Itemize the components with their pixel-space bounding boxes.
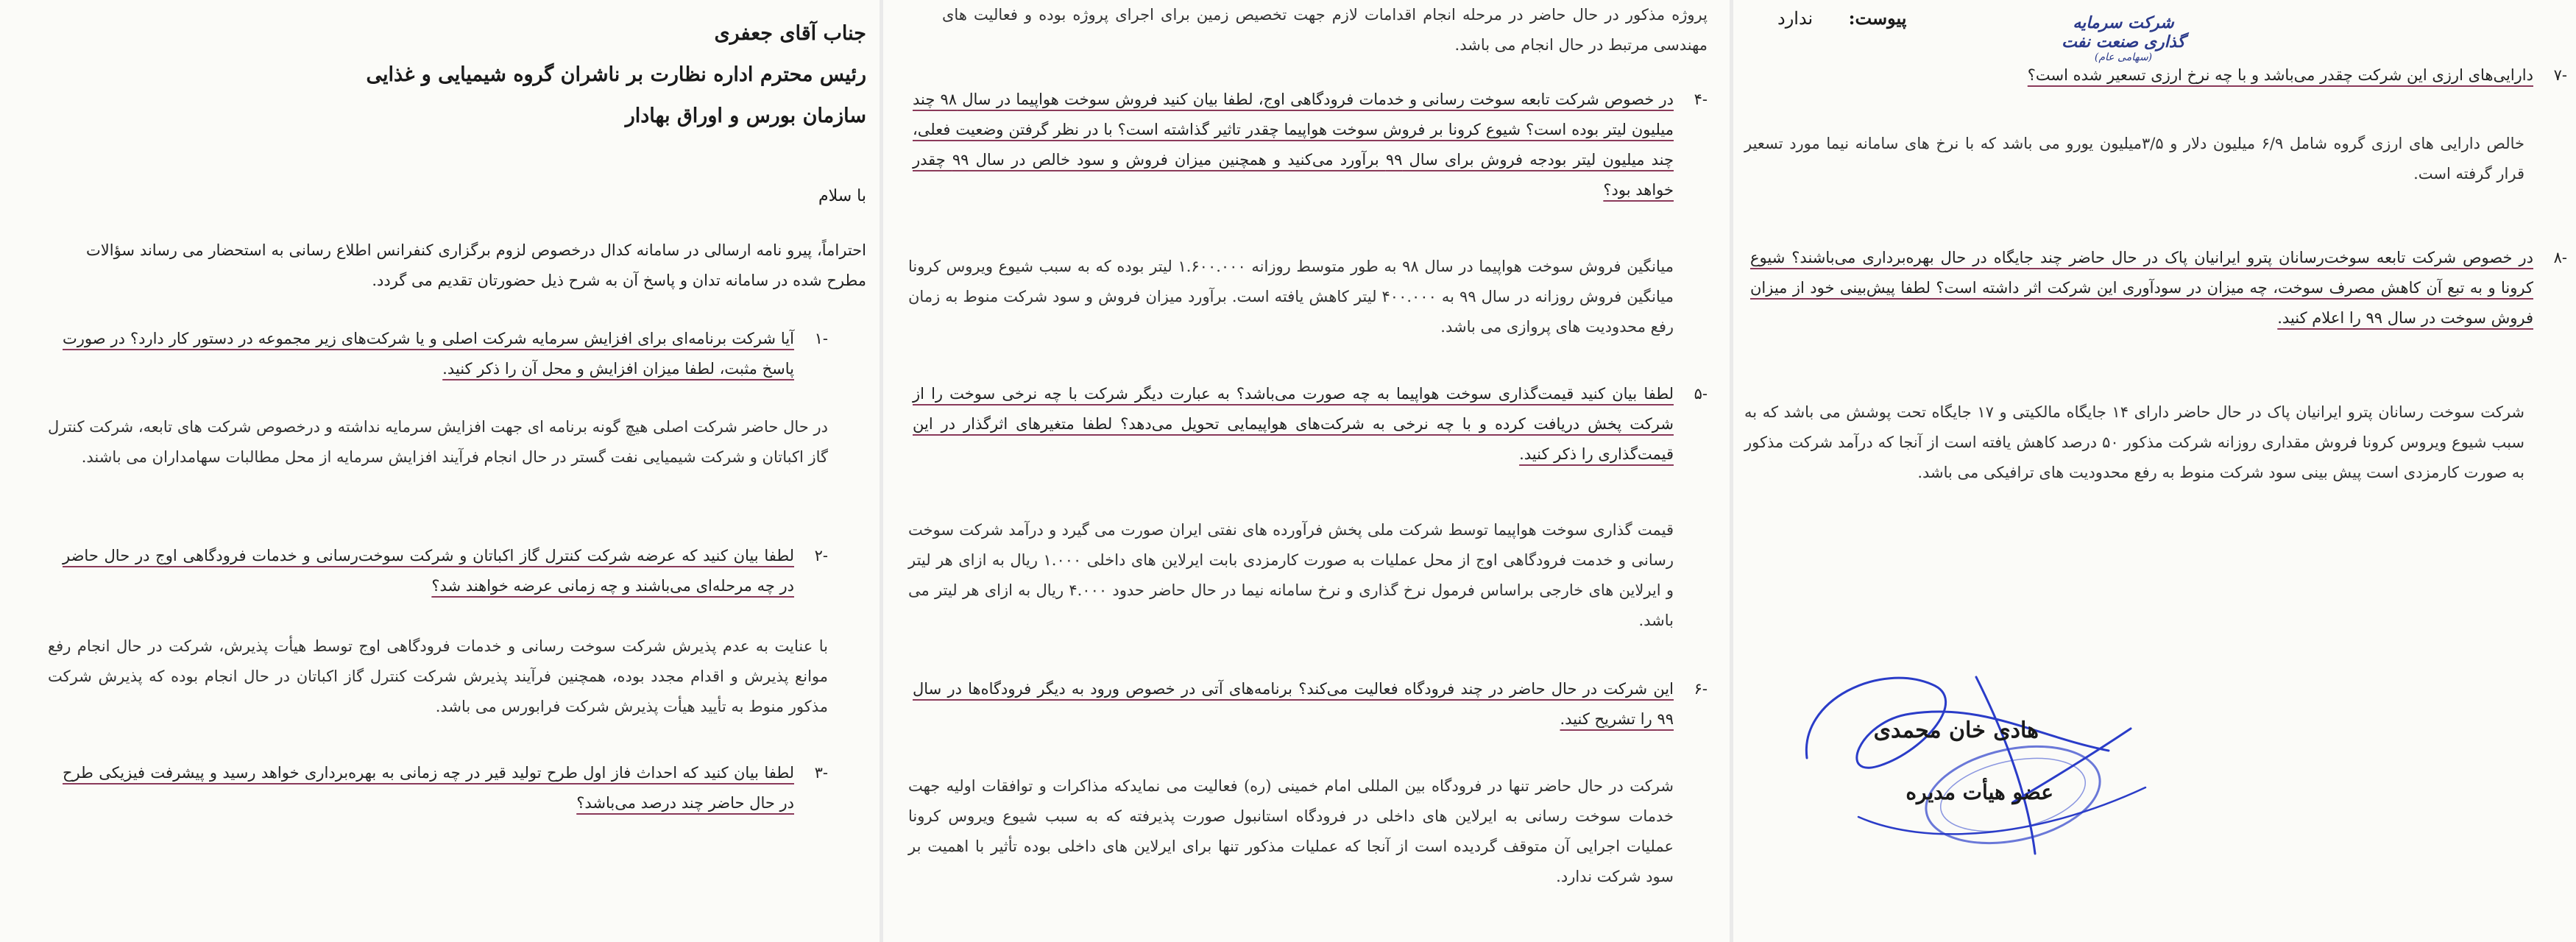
attachment-field <box>1777 7 1906 29</box>
question-text: در خصوص شرکت تابعه سوخت رسانی و خدمات فرودگاهی اوج، لطفا بیان کنید فروش سوخت هواپیما در سال ۹۸ چند میلیون لیتر بوده است؟ شیوع کرونا بر فروش سوخت هواپیما چقدر تاثیر گذاشته است؟ با در نظر گرفتن وضعیت فعلی، چند میلیون لیتر بودجه فروش برای سال ۹۹ برآورد می‌کنید و همچنین میزان فروش و سود خالص در سال ۹۹ چقدر خواهد بود؟ <box>913 91 1674 199</box>
logo-name: شرکت سرمایه گذاری صنعت نفت <box>2062 13 2185 52</box>
signatory-title: عضو هیأت مدیره <box>1906 780 2053 804</box>
answer-1: در حال حاضر شرکت اصلی هیچ گونه برنامه ای جهت افزایش سرمایه نداشته و درخصوص شرکت های تابعه، شرکت کنترل گاز اکباتان و شرکت شیمیایی نفت گستر در حال انجام فرآیند افزایش سرمایه از محل مطالبات سهامداران می باشند. <box>48 418 828 466</box>
question-6 <box>913 674 1708 734</box>
question-text: در خصوص شرکت تابعه سوخت‌رسانان پترو ایرانیان پاک در حال حاضر چند جایگاه در حال بهره‌برداری می‌باشند؟ شیوع کرونا و به تبع آن کاهش مصرف سوخت، چه میزان در سودآوری این شرکت اثر داشته است؟ لطفا پیش‌بینی خود از میزان فروش سوخت در سال ۹۹ را اعلام کنید. <box>1750 249 2533 327</box>
letter-page-2 <box>883 0 1730 942</box>
question-7 <box>1750 60 2567 91</box>
answer-3: پروژه مذکور در حال حاضر در مرحله انجام اقدامات لازم جهت تخصیص زمین برای اجرای پروژه بوده و فعالیت های مهندسی مرتبط در حال انجام می باشد. <box>942 6 1708 54</box>
signature-stroke <box>1806 677 2131 854</box>
signature-stamp-graphic <box>1792 633 2175 883</box>
question-number: -۱ <box>814 330 828 347</box>
intro-paragraph: احتراماً، پیرو نامه ارسالی در سامانه کدال درخصوص لزوم برگزاری کنفرانس اطلاع رسانی به استحضار می رساند سؤالات مطرح شده در سامانه تدان و پاسخ آن به شرح ذیل حضورتان تقدیم می گردد. <box>86 241 866 289</box>
attachment-label: پیوست: <box>1848 7 1907 29</box>
addressee-line: جناب آقای جعفری <box>714 22 866 45</box>
question-number: -۶ <box>1694 680 1708 698</box>
attachment-value: ندارد <box>1777 8 1814 29</box>
question-5 <box>913 379 1708 470</box>
question-number: -۷ <box>2553 66 2567 84</box>
answer-2: با عنایت به عدم پذیرش شرکت سوخت رسانی و خدمات فرودگاهی اوج توسط هیأت پذیرش، شرکت در حال انجام رفع موانع پذیرش و اقدام مجدد بوده، همچنین فرآیند پذیرش شرکت کنترل گاز اکباتان در حال انجام بوده که پذیرش شرکت مذکور منوط به تأیید هیأت پذیرش شرکت فرابورس می باشد. <box>48 637 828 715</box>
logo-subtitle: (سهامی عام) <box>2094 52 2153 63</box>
question-number: -۳ <box>814 764 828 782</box>
question-text: دارایی‌های ارزی این شرکت چقدر می‌باشد و با چه نرخ ارزی تسعیر شده است؟ <box>2027 66 2533 84</box>
signatory-name: هادی خان محمدی <box>1873 718 2039 743</box>
company-logo <box>2057 13 2190 63</box>
addressee-line: رئیس محترم اداره نظارت بر ناشران گروه شیمیایی و غذایی <box>366 63 866 86</box>
question-number: -۲ <box>814 547 828 564</box>
salutation: با سلام <box>818 187 866 205</box>
letter-page-3 <box>1733 0 2576 942</box>
answer-5: قیمت گذاری سوخت هواپیما توسط شرکت ملی پخش فرآورده های نفتی ایران صورت می گیرد و درآمد شرکت سوخت رسانی و خدمت فرودگاهی اوج از محل عملیات به صورت کارمزدی بابت ایرلاین های داخلی ۱.۰۰۰ ریال به ازای هر لیتر و ایرلاین های خارجی براساس فرمول نرخ گذاری و نرخ سامانه نیما در حال حاضر حدود ۴.۰۰۰ ریال به ازای هر لیتر می باشد. <box>908 521 1674 629</box>
question-text: لطفا بیان کنید که عرضه شرکت کنترل گاز اکباتان و شرکت سوخت‌رسانی و خدمات فرودگاهی اوج در حال حاضر در چه مرحله‌ای می‌باشند و چه زمانی عرضه خواهند شد؟ <box>63 547 794 595</box>
question-number: -۵ <box>1694 385 1708 403</box>
question-text: این شرکت در حال حاضر در چند فرودگاه فعالیت می‌کند؟ برنامه‌های آتی در خصوص ورود به دیگر فرودگاه‌ها در سال ۹۹ را تشریح کنید. <box>913 680 1674 728</box>
addressee-header <box>351 13 866 137</box>
answer-8: شرکت سوخت رسانان پترو ایرانیان پاک در حال حاضر دارای ۱۴ جایگاه مالکیتی و ۱۷ جایگاه تحت پوشش می باشد که به سبب شیوع ویروس کرونا فروش مقداری روزانه شرکت مذکور ۵۰ درصد کاهش یافته است از آنجا که درآمد شرکت مذکور به صورت کارمزدی است پیش بینی سود شرکت منوط به رفع محدودیت های ترافیکی می باشد. <box>1744 403 2525 481</box>
question-text: لطفا بیان کنید که احداث فاز اول طرح تولید قیر در چه زمانی به بهره‌برداری خواهد رسید و پیشرفت فیزیکی طرح در حال حاضر چند درصد می‌باشد؟ <box>63 764 794 812</box>
question-1 <box>63 324 828 384</box>
question-text: لطفا بیان کنید قیمت‌گذاری سوخت هواپیما به چه صورت می‌باشد؟ به عبارت دیگر شرکت با چه نرخی سوخت را از شرکت پخش دریافت کرده و با چه نرخی به شرکت‌های هواپیمایی تحویل می‌دهد؟ لطفا متغیرهای اثرگذار در این قیمت‌گذاری را ذکر کنید. <box>913 385 1674 463</box>
question-4 <box>913 85 1708 205</box>
question-number: -۴ <box>1694 91 1708 108</box>
question-text: آیا شرکت برنامه‌ای برای افزایش سرمایه شرکت اصلی و یا شرکت‌های زیر مجموعه در دستور کار دارد؟ در صورت پاسخ مثبت، لطفا میزان افزایش و محل آن را ذکر کنید. <box>63 330 794 378</box>
answer-4: میانگین فروش سوخت هواپیما در سال ۹۸ به طور متوسط روزانه ۱.۶۰۰.۰۰۰ لیتر بوده که به سبب شیوع ویروس کرونا میانگین فروش روزانه در سال ۹۹ به ۴۰۰.۰۰۰ لیتر کاهش یافته است. برآورد میزان فروش و سود شرکت منوط به زمان رفع محدودیت های پروازی می باشد. <box>908 258 1674 336</box>
question-2 <box>63 541 828 601</box>
question-8 <box>1750 243 2567 333</box>
question-number: -۸ <box>2553 249 2567 266</box>
addressee-line: سازمان بورس و اوراق بهادار <box>625 105 866 127</box>
letter-page-1 <box>0 0 880 942</box>
answer-7: خالص دارایی های ارزی گروه شامل ۶/۹ میلیون دلار و ۳/۵میلیون یورو می باشد که با نرخ های سامانه نیما مورد تسعیر قرار گرفته است. <box>1744 135 2524 183</box>
question-3 <box>63 758 828 818</box>
answer-6: شرکت در حال حاضر تنها در فرودگاه بین المللی امام خمینی (ره) فعالیت می نمایدکه مذاکرات و توافقات اولیه جهت خدمات سوخت رسانی به ایرلاین های داخلی در فرودگاه استانبول صورت پذیرفته که به سبب شیوع ویروس کرونا عملیات اجرایی آن متوقف گردیده است از آنجا که عملیات مذکور تنها برای ایرلاین های داخلی بوده تأثیر با اهمیت بر سود شرکت ندارد. <box>908 777 1674 885</box>
